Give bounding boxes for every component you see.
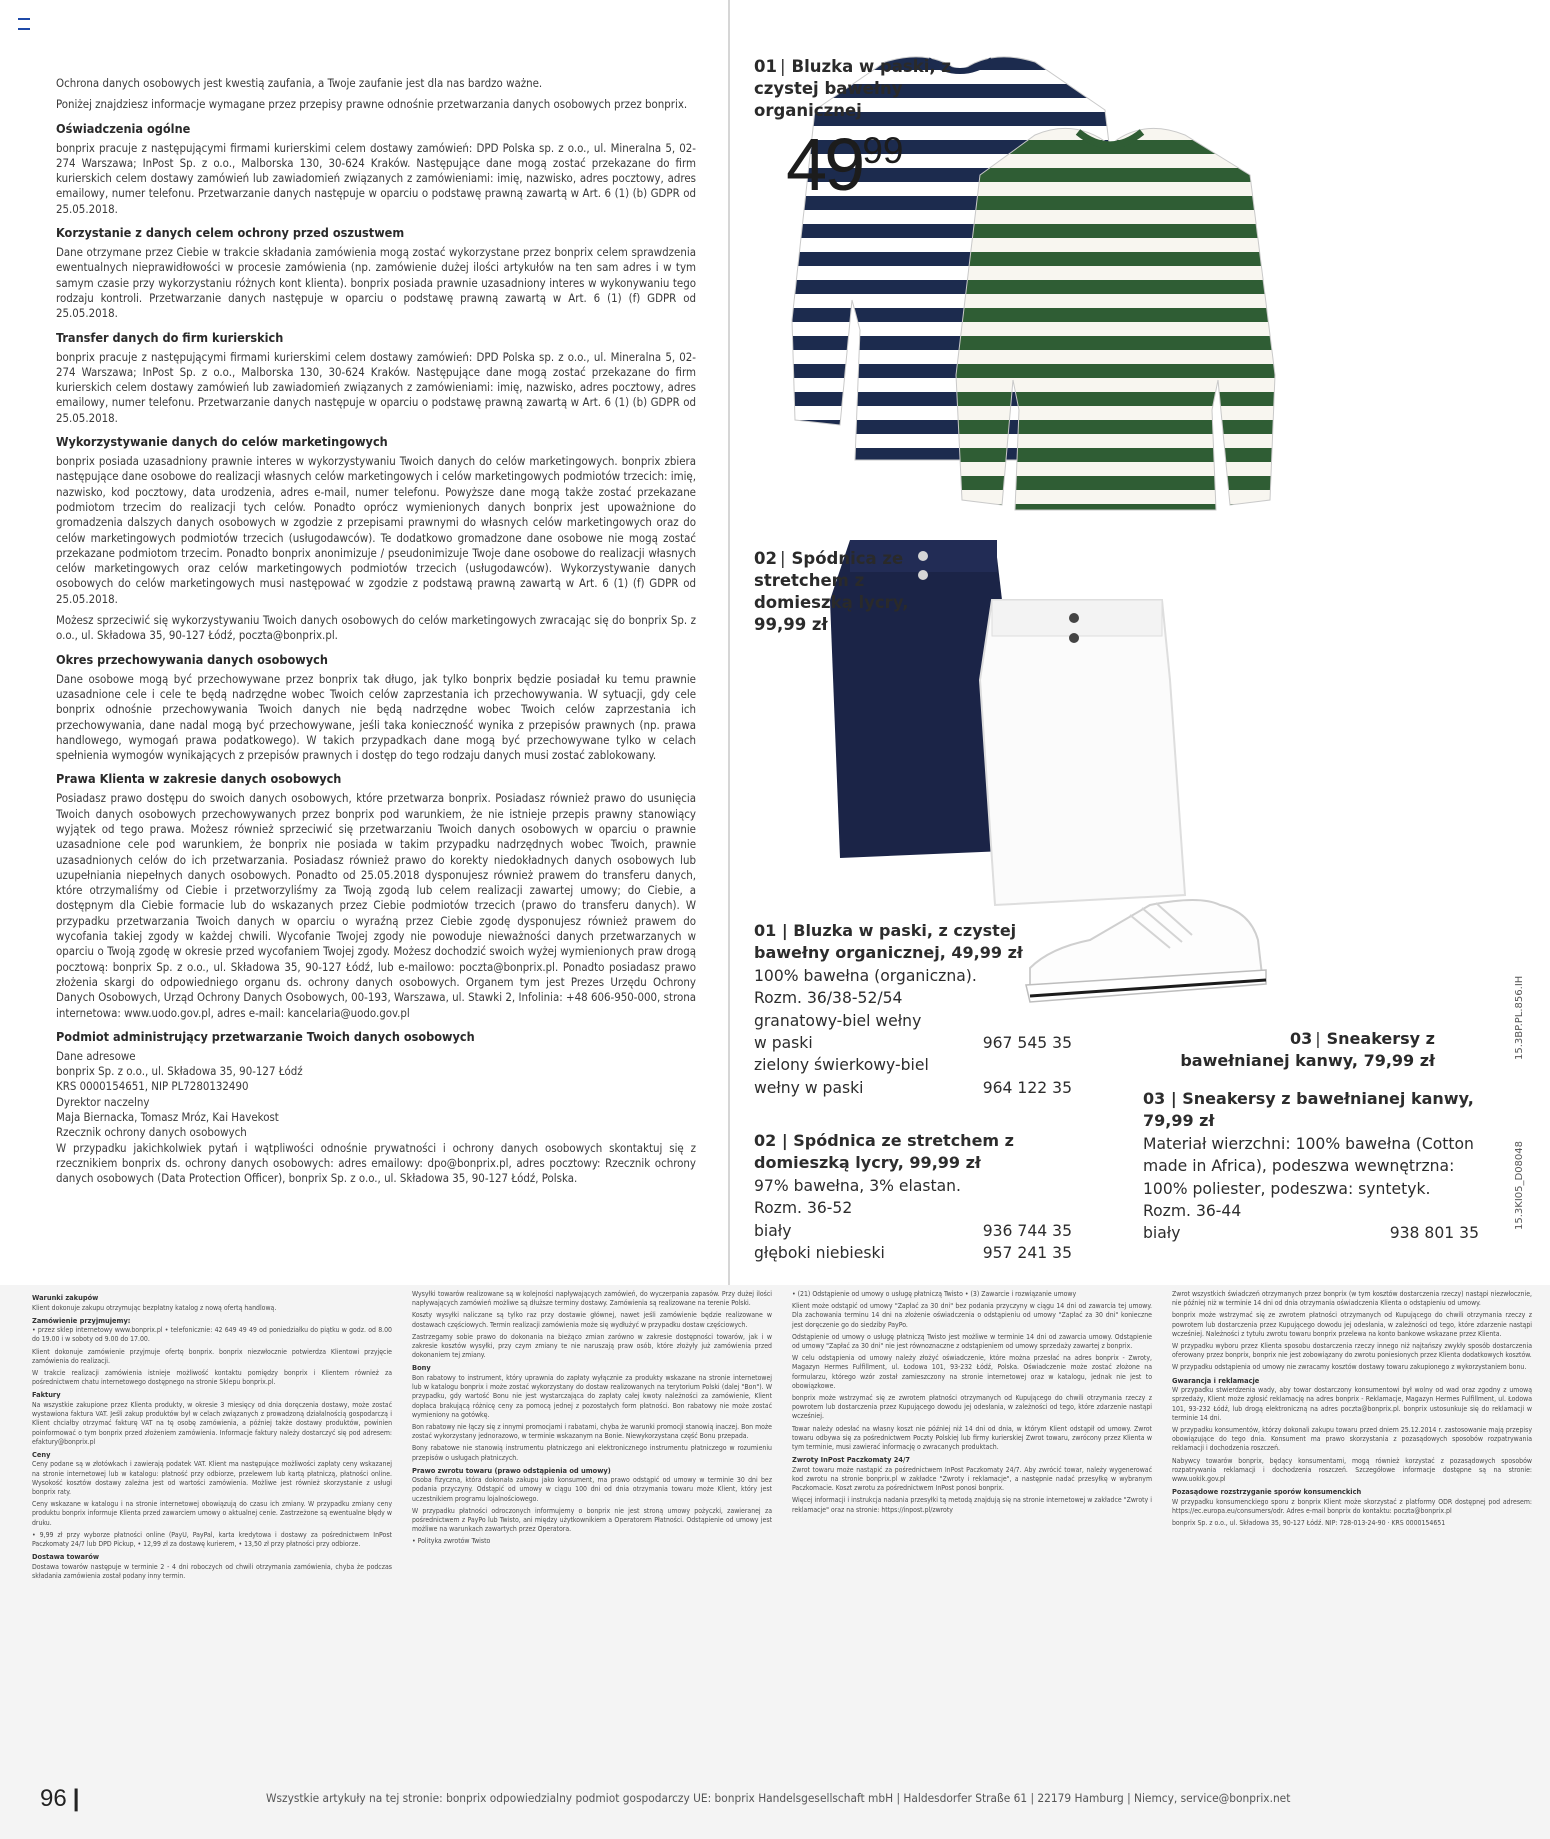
controller-line-1: Dane adresowe: [56, 1048, 136, 1063]
terms-paragraph: Zastrzegamy sobie prawo do dokonania na bieżąco zmian zarówno w zakresie dostępności towarów, jak i w zakresie kosztów wysyłki, przy czym zmiany te nie naruszają praw osób, które złożyły już zamówienia przed dokonaniem tej zmiany.: [412, 1332, 772, 1360]
terms-paragraph: Odstąpienie od umowy o usługę płatniczą Twisto jest możliwe w terminie 14 dni od zawarcia umowy. Odstąpienie od umowy "Zapłać za 30 dni" nie jest równoznaczne z odstąpieniem od umowy sprzedaży zawartej z bonprix.: [792, 1332, 1152, 1351]
variant-code: 964 122 35: [982, 1078, 1072, 1097]
terms-paragraph: Bon rabatowy to instrument, który uprawnia do zapłaty wyłącznie za produkty wskazane na stronie internetowej lub w katalogu bonprix i może zostać wykorzystany do dostaw realizowanych na terytorium Polski (dalej "Bon"). W przypadku, gdy wartość Bonu nie jest wystarczająca do zapłaty całej kwoty należności za zamówienie, Klient dopłaca brakującą różnicę ceny za pomocą jednej z pozostałych form płatności. Bon rabatowy nie może zostać wymieniony na gotówkę.: [412, 1373, 772, 1419]
terms-heading: Prawo zwrotu towaru (prawo odstąpienia od umowy): [412, 1465, 611, 1475]
variant-name: głęboki niebieski: [754, 1244, 885, 1263]
privacy-text: [56, 76, 696, 1193]
skirt-callout: [754, 548, 944, 636]
controller-line-5: Maja Biernacka, Tomasz Mróz, Kai Havekost: [56, 1110, 279, 1125]
section-text-retention: Dane osobowe mogą być przechowywane przez bonprix tak długo, jak tylko bonprix będzie posiadał ku temu prawnie uzasadnione cele i cele te będą nadrzędne wobec Twoich celów zaprzestania ich przechowywania. W sytuacji, gdy cele bonprix odnośnie przechowywania Twoich danych nie będą nadrzędne wobec Twoich celów zaprzestania ich przechowywania, dane nadal mogą być przechowywane, jeśli taka konieczność wynika z przepisów prawnych (np. prawa handlowego, wymogań prawa podatkowego). W takich przypadkach dane mogą być przechowywane tylko w celach spełnienia wymogów wynikających z przepisów prawnych i dostęp do tego rodzaju danych musi zostać zablokowany.: [56, 671, 696, 763]
terms-paragraph: Zwrot wszystkich świadczeń otrzymanych przez bonprix (w tym kosztów dostarczenia rzeczy) nastąpi niezwłocznie, nie później niż w terminie 14 dni od dnia otrzymania oświadczenia Klienta o odstąpieniu od umowy.: [1172, 1290, 1532, 1308]
variant-name: biały: [754, 1221, 792, 1240]
section-title-retention: Okres przechowywania danych osobowych: [56, 651, 328, 667]
sneaker-variant-1: [1143, 1222, 1479, 1244]
page-footer: [0, 1775, 1550, 1839]
sneaker-callout-text: Sneakersy z bawełnianej kanwy, 79,99 zł: [1180, 1029, 1435, 1070]
variant-code: 957 241 35: [982, 1244, 1072, 1263]
shirt-desc-head: 01 | Bluzka w paski, z czystej bawełny organicznej, 49,99 zł: [754, 921, 1023, 963]
section-text-general: bonprix pracuje z następującymi firmami kurierskimi celem dostawy zamówień: DPD Polska sp. z o.o., ul. Mineralna 5, 02-274 Warszawa; InPost Sp. z o.o., Malborska 130, 30-624 Kraków. Następujące dane mogą zostać przekazane do firm kurierskich celem dostawy zamówień lub zawiadomień związanych z zamówieniami: imię, nazwisko, adres pocztowy, adres emailowy, numer telefonu. Przetwarzanie danych następuje w oparciu o podstawę prawną zawartą w Art. 6 (1) (b) GDPR od 25.05.2018.: [56, 140, 696, 216]
terms-paragraph: Bon rabatowy nie łączy się z innymi promocjami i rabatami, chyba że warunki promocji stanowią inaczej. Bon może zostać wykorzystany jednorazowo, w terminie wskazanym na Bonie. Niewykorzystana część Bonu przepada.: [412, 1422, 772, 1441]
terms-heading: Bony: [412, 1363, 431, 1373]
shirt-desc-sizes: Rozm. 36/38-52/54: [754, 989, 903, 1008]
price-cents: 99: [862, 130, 904, 171]
skirt-desc-sizes: Rozm. 36-52: [754, 1199, 853, 1218]
terms-paragraph: bonprix może wstrzymać się ze zwrotem płatności otrzymanych od Kupującego do chwili otrzymania rzeczy z powrotem lub dostarczenia przez Kupującego dowodu jej odesłania, w zależności od tego, które zdarzenie nastąpi wcześniej.: [792, 1394, 1152, 1421]
shirt-callout: [754, 56, 994, 122]
side-code-2: 15.3KI05_D08048: [1514, 1140, 1525, 1230]
sneaker-desc-head: 03 | Sneakersy z bawełnianej kanwy, 79,99 zł: [1143, 1089, 1474, 1131]
terms-heading: Zamówienie przyjmujemy:: [32, 1315, 131, 1325]
terms-paragraph: Ceny wskazane w katalogu i na stronie internetowej obowiązują do czasu ich zmiany. W przypadku zmiany ceny produktu bonprix informuje Klienta przed zawarciem umowy o aktualnej cenie. Zastrzeżone są ewentualne błędy w druku.: [32, 1500, 392, 1527]
section-title-controller: Podmiot administrujący przetwarzanie Twoich danych osobowych: [56, 1028, 475, 1044]
terms-paragraph: Zwrot towaru może nastąpić za pośrednictwem InPost Paczkomaty 24/7. Aby zwrócić towar, należy wygenerować kod zwrotu na stronie bonprix.pl w zakładce "Zwroty i reklamacje", a następnie nadać przesyłkę w wybranym Paczkomacie. Koszt zwrotu za pośrednictwem InPost ponosi bonprix.: [792, 1465, 1152, 1493]
variant-code: 936 744 35: [982, 1221, 1072, 1240]
page-number: [40, 1785, 79, 1813]
menu-icon[interactable]: [18, 18, 30, 30]
section-title-marketing: Wykorzystywanie danych do celów marketingowych: [56, 434, 388, 450]
shirt-description: [754, 920, 1072, 1099]
footer-legal-line: Wszystkie artykuły na tej stronie: bonprix odpowiedzialny podmiot gospodarczy UE: bonprix Handelsgesellschaft mbH | Haldesdorfer Straße 61 | 22179 Hamburg | Niemcy, service@bonprix.net: [266, 1791, 1291, 1805]
terms-paragraph: W trakcie realizacji zamówienia istnieje możliwość kontaktu pomiędzy bonprix i Klientem również za pośrednictwem chatu internetowego dostępnego na stronie Sklepu bonprix.pl.: [32, 1369, 392, 1387]
terms-heading: Ceny: [32, 1449, 51, 1459]
skirt-callout-text: Spódnica ze stretchem z domieszką lycry, 99,99 zł: [754, 549, 909, 634]
terms-heading: Dostawa towarów: [32, 1552, 100, 1562]
terms-column-4: [1172, 1290, 1532, 1790]
terms-paragraph: Klient dokonuje zamówienie przyjmuje ofertę bonprix. bonprix niezwłocznie potwierdza Klientowi przyjęcie zamówienia do realizacji.: [32, 1347, 392, 1365]
skirt-variant-2: [754, 1242, 1072, 1264]
controller-line-4: Dyrektor naczelny: [56, 1094, 150, 1109]
shirt-desc-material: 100% bawełna (organiczna).: [754, 966, 977, 985]
terms-paragraph: Koszty wysyłki naliczane są tylko raz przy dostawie głównej, nawet jeśli zamówienie będzie realizowane w dostawach częściowych. Termin realizacji zamówienia może się wydłużyć w przypadku dostaw częściowych.: [412, 1311, 772, 1329]
section-title-general: Oświadczenia ogólne: [56, 120, 191, 136]
terms-paragraph: W przypadku wyboru przez Klienta sposobu dostarczenia rzeczy innego niż najtańszy zwykły sposób dostarczenia oferowany przez bonprix, bonprix nie jest zobowiązany do zwrotu poniesionych przez Klienta dodatkowych kosztów.: [1172, 1342, 1532, 1360]
shirt-callout-number: 01: [754, 57, 777, 76]
terms-paragraph: W przypadku stwierdzenia wady, aby towar dostarczony konsumentowi był wolny od wad oraz zgodny z umową sprzedaży, Klient może zgłosić reklamację na adres bonprix - Reklamacje, Magazyn Hermes Fulfillment, ul. Łodowa 101, 93-232 Łódź, lub drogą elektroniczną na adres poczta@bonprix.pl. bonprix ustosunkuje się do reklamacji w terminie 14 dni.: [1172, 1386, 1532, 1422]
sneaker-desc-sizes: Rozm. 36-44: [1143, 1202, 1242, 1221]
terms-paragraph: W przypadku odstąpienia od umowy nie zwracamy kosztów dostawy towaru zakupionego z wykorzystaniem bonu.: [1172, 1363, 1527, 1372]
shirt-callout-text: Bluzka w paski, z czystej bawełny organicznej: [754, 57, 951, 120]
terms-paragraph: W przypadku płatności odroczonych informujemy o bonprix nie jest stroną umowy pożyczki, zawieranej za pośrednictwem z PayPo lub Twisto, ani między użytkownikiem a Operatorem Płatności. Odstąpienie od umowy jest możliwe na warunkach zawartych przez Operatora.: [412, 1506, 772, 1534]
skirt-callout-number: 02: [754, 549, 777, 568]
side-code-1: 15.3BP.PL.856.IH: [1514, 975, 1525, 1060]
section-title-rights: Prawa Klienta w zakresie danych osobowych: [56, 771, 342, 787]
controller-text: W przypadku jakichkolwiek pytań i wątpliwości odnośnie prywatności i ochrony danych osobowych skontaktuj się z rzecznikiem bonprix ds. ochrony danych osobowych: adres emailowy: dpo@bonprix.pl, adres pocztowy: Rzecznik ochrony danych osobowych (Data Protection Officer), bonprix Sp. z o.o., ul. Składowa 35, 90-127 Łódź, Polska.: [56, 1140, 696, 1186]
terms-paragraph: Dostawa towarów następuje w terminie 2 - 4 dni roboczych od chwili otrzymania zamówienia, chyba że podczas składania zamówienia został podany inny termin.: [32, 1562, 392, 1580]
sneaker-desc-material: Materiał wierzchni: 100% bawełna (Cotton made in Africa), podeszwa wewnętrzna: 100% poliester, podeszwa: syntetyk.: [1143, 1134, 1474, 1198]
sneaker-callout: [1180, 1028, 1435, 1072]
controller-line-6: Rzecznik ochrony danych osobowych: [56, 1125, 247, 1140]
shirt-desc-color-2: zielony świerkowy-biel: [754, 1056, 929, 1075]
sneaker-description: [1143, 1088, 1479, 1245]
shirt-variant-2: [754, 1077, 1072, 1099]
variant-code: 967 545 35: [982, 1034, 1072, 1053]
terms-paragraph: • (21) Odstąpienie od umowy o usługę płatniczą Twisto • (3) Zawarcie i rozwiązanie umowy: [792, 1290, 1077, 1298]
privacy-column: [0, 0, 728, 1285]
skirt-desc-head: 02 | Spódnica ze stretchem z domieszką lycry, 99,99 zł: [754, 1131, 1014, 1173]
page-number-value: 96: [40, 1785, 67, 1812]
shirt-price: [786, 123, 904, 206]
price-main: 49: [786, 123, 863, 206]
skirt-variant-1: [754, 1220, 1072, 1242]
terms-paragraph: Osoba fizyczna, która dokonała zakupu jako konsument, ma prawo odstąpić od umowy w terminie 30 dni bez podania przyczyny. Odstąpić od umowy w ciągu 100 dni od dnia otrzymania towaru może Klient, który jest uczestnikiem programu lojalnościowego.: [412, 1476, 772, 1503]
section-text-courier: bonprix pracuje z następującymi firmami kurierskimi celem dostawy zamówień: DPD Polska sp. z o.o., ul. Mineralna 5, 02-274 Warszawa; InPost Sp. z o.o., Malborska 130, 30-624 Kraków. Następujące dane mogą zostać przekazane do firm kurierskich celem dostawy zamówień lub zawiadomień związanych z zamówieniami: imię, nazwisko, adres pocztowy, adres emailowy, numer telefonu. Przetwarzanie danych następuje w oparciu o podstawę prawną zawartą w Art. 6 (1) (b) GDPR od 25.05.2018.: [56, 349, 696, 425]
terms-paragraph: Towar należy odesłać na własny koszt nie później niż 14 dni od dnia, w którym Klient odstąpił od umowy. Zwrot towaru odbywa się za pośrednictwem Poczty Polskiej lub firmy kurierskiej Zwrot towaru, zwrócony przez Klienta w tym terminie, musi zawierać informację o zwracanych produktach.: [792, 1424, 1152, 1452]
terms-paragraph: Ceny podane są w złotówkach i zawierają podatek VAT. Klient ma następujące możliwości zapłaty ceny wskazanej na stronie internetowej lub w katalogu: płatność przy odbiorze, przelewem lub kartą płatniczą, płatności online. Wysokość kosztów dostawy zależna jest od wartości zamówienia. Możliwe jest również skorzystanie z usługi bonprix raty.: [32, 1460, 392, 1497]
terms-heading: Gwarancja i reklamacje: [1172, 1375, 1260, 1385]
terms-heading: Pozasądowe rozstrzyganie sporów konsumenckich: [1172, 1487, 1362, 1497]
variant-code: 938 801 35: [1389, 1224, 1479, 1243]
terms-paragraph: Klient dokonuje zakupu otrzymując bezpłatny katalog z nową ofertą handlową.: [32, 1303, 277, 1312]
section-text-marketing: bonprix posiada uzasadniony prawnie interes w wykorzystywaniu Twoich danych do celów marketingowych. bonprix zbiera następujące dane osobowe do realizacji własnych celów marketingowych i celów marketingowych podmiotów trzecich: imię, nazwisko, kod pocztowy, data urodzenia, adres e-mail, numer telefonu. Powyższe dane mogą także zostać przekazane podmiotom trzecim do realizacji tych celów. Ponadto oprócz wymienionych danych bonprix jest upoważnione do gromadzenia dalszych danych osobowych w zgodzie z przepisami prawnymi do własnych celów marketingowych oraz do celów marketingowych podmiotów trzecich (usługodawców). Te dodatkowo gromadzone dane osobowe nie mogą zostać przekazane podmiotom trzecim. Ponadto bonprix anonimizuje / pseudonimizuje Twoje dane osobowe do realizacji własnych celów marketingowych oraz celów marketingowych podmiotów trzecich (usługodawców). Wykorzystywanie danych osobowych do celów marketingowych musi następować w zgodzie z podstawą prawną zawartą w Art. 6 (1) (f) GDPR od 25.05.2018.: [56, 454, 696, 606]
green-striped-shirt: [956, 128, 1275, 510]
controller-line-3: KRS 0000154651, NIP PL7280132490: [56, 1079, 249, 1094]
shirt-desc-color-1: granatowy-biel wełny: [754, 1011, 922, 1030]
variant-name: biały: [1143, 1224, 1181, 1243]
section-text-fraud: Dane otrzymane przez Ciebie w trakcie składania zamówienia mogą zostać wykorzystane przez bonprix celem sprawdzenia ewentualnych nieprawidłowości w procesie zamówienia (np. zamówienie dużej ilości artykułów na ten sam adres i w tym samym czasie przy wykorzystaniu różnych kont klienta). bonprix posiada prawnie uzasadniony interes w wykonywaniu tego rodzaju kontroli. Przetwarzanie danych następuje w oparciu o podstawę prawną zawartą w Art. 6 (1) (f) GDPR od 25.05.2018.: [56, 245, 696, 321]
variant-name: wełny w paski: [754, 1078, 864, 1097]
terms-paragraph: W celu odstąpienia od umowy należy złożyć oświadczenie, które można przesłać na adres bonprix - Zwroty, Magazyn Hermes Fulfillment, ul. Łodowa 101, 93-232 Łódź, Polska. Oświadczenie może zostać złożone na formularzu, którego wzór został zamieszczony na stronie internetowej oraz w katalogu, jednak nie jest to obowiązkowe.: [792, 1354, 1152, 1390]
shirt-callout-pipe: |: [779, 57, 786, 76]
terms-paragraph: W przypadku konsumentów, którzy dokonali zakupu towaru przed dniem 25.12.2014 r. zastosowanie mają przepisy obowiązujące do tego dnia. Konsument ma prawo skorzystania z pozasądowych sposobów rozpatrywania reklamacji i dochodzenia roszczeń.: [1172, 1425, 1532, 1453]
terms-paragraph: Wysyłki towarów realizowane są w kolejności napływających zamówień, do wyczerpania zapasów. Przy dużej ilości napływających zamówień możliwe są dłuższe terminy dostawy. Zamówienia są realizowane na terenie Polski.: [412, 1290, 772, 1308]
terms-paragraph: bonprix Sp. z o.o., ul. Składowa 35, 90-127 Łódź. NIP: 728-013-24-90 · KRS 0000154651: [1172, 1519, 1446, 1528]
terms-paragraph: Nabywcy towarów bonprix, będący konsumentami, mogą również korzystać z pozasądowych sposobów rozpatrywania reklamacji i dochodzenia roszczeń. Szczegółowe informacje dostępne są na stronie: www.uokik.gov.pl: [1172, 1456, 1532, 1483]
terms-column-3: [792, 1290, 1152, 1790]
terms-paragraph: Bony rabatowe nie stanowią instrumentu płatniczego ani elektronicznego instrumentu płatniczego w rozumieniu przepisów o usługach płatniczych.: [412, 1444, 772, 1462]
terms-paragraph: • 9,99 zł przy wyborze płatności online (PayU, PayPal, karta kredytowa i dostawy za pośrednictwem InPost Paczkomaty 24/7 lub DPD Pickup, • 12,99 zł za dostawę kurierem, • 13,50 zł przy płatności przy odbiorze.: [32, 1530, 392, 1549]
terms-heading: Faktury: [32, 1390, 61, 1400]
terms-paragraph: bonprix może wstrzymać się ze zwrotem płatności otrzymanych od Kupującego do chwili otrzymania rzeczy z powrotem lub dostarczenia przez Kupującego dowodu jej odesłania, w zależności od tego, które zdarzenie nastąpi wcześniej. Należności z tytułu zwrotu towaru bonprix przelewa na konto bankowe wskazane przez Klienta.: [1172, 1311, 1532, 1338]
terms-paragraph: Klient może odstąpić od umowy "Zapłać za 30 dni" bez podania przyczyny w ciągu 14 dni od zawarcia tej umowy. Dla zachowania terminu 14 dni na złożenie oświadczenia o odstąpieniu od umowy "Zapłać za 30 dni" konieczne jest doręczenie go do siedziby PayPo.: [792, 1302, 1152, 1329]
privacy-intro: Ochrona danych osobowych jest kwestią zaufania, a Twoje zaufanie jest dla nas bardzo ważne.: [56, 76, 543, 90]
terms-paragraph: • Polityka zwrotów Twisto: [412, 1537, 491, 1546]
terms-paragraph: Więcej informacji i instrukcja nadania przesyłki tą metodą znajdują się na stronie internetowej w zakładce "Zwroty i reklamacje" oraz na stronie: https://inpost.pl/zwroty: [792, 1496, 1152, 1514]
skirt-description: [754, 1130, 1072, 1264]
section-text-rights: Posiadasz prawo dostępu do swoich danych osobowych, które przetwarza bonprix. Posiadasz również prawo do usunięcia Twoich danych osobowych przechowywanych przez bonprix pod warunkiem, że nie istnieje przepis prawny stanowiący wyjątek od tego prawa. Możesz również sprzeciwić się przetwarzaniu Twoich danych osobowych w oparciu o prawnie uzasadnione cele pod warunkiem, że bonprix nie posiada w takim przypadku nadrzędnych wobec Twoich, prawnie uzasadnionych celów do ich przetwarzania. Posiadasz również prawo do korekty niedokładnych danych osobowych lub uzupełniania niepełnych danych osobowych. Ponadto od 25.05.2018 dysponujesz również prawem do transferu danych, które otrzymaliśmy od Ciebie i przetworzyliśmy za Twoją zgodą lub celem realizacji zawartej umowy; do Ciebie, a dostępnym dla Ciebie formacie lub do wskazanych przez Ciebie podmiotów trzecich (prawo do transferu danych). W przypadku przetwarzania Twoich danych w oparciu o wyraźną przez Ciebie zgodę dysponujesz również prawem do wycofania takiej zgody w każdej chwili. Wycofanie Twojej zgody nie powoduje nieważności danych przetwarzanych w oparciu o Twoją zgodę w okresie przed wycofaniem Twojej zgody. Możesz dochodzić swoich wyżej wymienionych praw drogą pocztową: bonprix Sp. z o.o., ul. Składowa 35, 90-127 Łódź, lub e-mailowo: poczta@bonprix.pl. Ponadto posiadasz prawo złożenia skargi do odpowiedniego organu ds. ochrony danych osobowych. Organem tym jest Prezes Urzędu Ochrony Danych Osobowych, Urząd Ochrony Danych Osobowych, 00-193, Warszawa, ul. Stawki 2, Infolinia: +48 606-950-000, strona internetowa: www.uodo.gov.pl, adres e-mail: kancelaria@uodo.gov.pl: [56, 791, 696, 1020]
privacy-intro2: Poniżej znajdziesz informacje wymagane przez przepisy prawne odnośnie przetwarzania danych osobowych przez bonprix.: [56, 97, 688, 112]
terms-paragraph: W przypadku konsumenckiego sporu z bonprix Klient może skorzystać z platformy ODR dostępnej pod adresem: https://ec.europa.eu/consumers/odr. Adres e-mail bonprix do kontaktu: poczta@bonprix.pl: [1172, 1497, 1532, 1515]
terms-paragraph: • przez sklep internetowy www.bonprix.pl • telefonicznie: 42 649 49 49 od poniedziałku do piątku w godz. od 8.00 do 19.00 i w soboty od 9.00 do 17.00.: [32, 1326, 392, 1344]
page-number-bar: |: [72, 1785, 80, 1812]
terms-heading: Warunki zakupów: [32, 1293, 99, 1302]
skirt-callout-pipe: |: [779, 549, 786, 568]
section-text-marketing-2: Możesz sprzeciwić się wykorzystywaniu Twoich danych osobowych do celów marketingowych zwracając się do bonprix Sp. z o.o., ul. Składowa 35, 90-127 Łódź, poczta@bonprix.pl.: [56, 613, 696, 643]
sneaker-callout-pipe: |: [1315, 1029, 1321, 1048]
terms-heading: Zwroty InPost Paczkomaty 24/7: [792, 1455, 911, 1465]
terms-column-1: [32, 1290, 392, 1790]
controller-line-2: bonprix Sp. z o.o., ul. Składowa 35, 90-127 Łódź: [56, 1064, 303, 1079]
skirt-desc-material: 97% bawełna, 3% elastan.: [754, 1176, 962, 1195]
section-title-fraud: Korzystanie z danych celem ochrony przed oszustwem: [56, 225, 405, 241]
sneaker-callout-number: 03: [1289, 1029, 1313, 1048]
terms-block: [32, 1290, 1532, 1790]
section-title-courier: Transfer danych do firm kurierskich: [56, 329, 284, 345]
terms-paragraph: Na wszystkie zakupione przez Klienta produkty, w okresie 3 miesięcy od dnia doręczenia dostawy, może zostać wystawiona faktura VAT. Jeśli zakup produktów był w celach związanych z prowadzoną działalnością gospodarczą i Klient chciałby otrzymać fakturę VAT na tę osobę zamówienia, a później także dostawy produktów, powinien poinformować o tym bonprix przed złożeniem zamówienia. Informacje faktury należy dostarczyć się pod adresem: efaktury@bonprix.pl: [32, 1400, 392, 1446]
white-skirt: [980, 600, 1185, 905]
shirt-variant-1: [754, 1032, 1072, 1054]
terms-column-2: [412, 1290, 772, 1790]
variant-name: w paski: [754, 1034, 813, 1053]
